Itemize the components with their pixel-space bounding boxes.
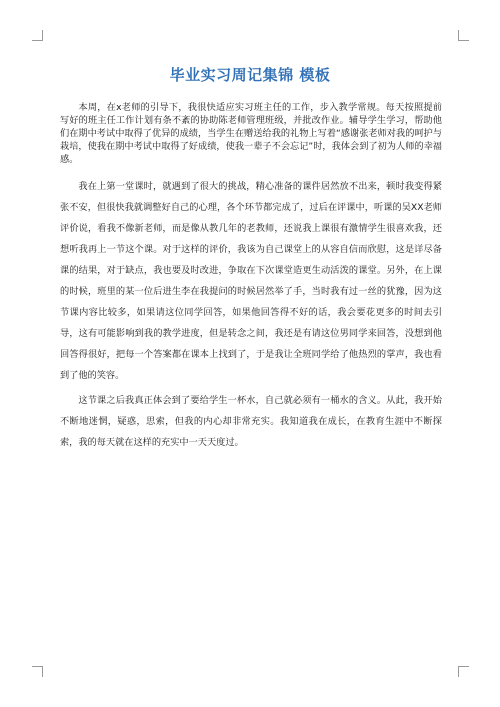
document-body	[60, 101, 442, 457]
paragraph-1: 本周，在x老师的引导下，我很快适应实习班主任的工作，步入教学常规。每天按照提前写好的班主任工作计划有条不紊的协助陈老师管理班级，并批改作业。辅导学生学习，帮助他们在期中考试中取得了优异的成绩，当学生在赠送给我的礼物上写着“感谢张老师对我的呵护与栽培，使我在期中考试中取得了好成绩，使我一辈子不会忘记”时，我体会到了初为人师的幸福感。	[60, 102, 442, 165]
paragraph-2: 我在上第一堂课时，就遇到了很大的挑战，精心准备的课件居然放不出来，顿时我变得紧张不安，但很快我就调整好自己的心理，各个环节都完成了，过后在评课中，听课的吴XX老师评价说，看我不像新老师，而是像从教几年的老教师，还说我上课很有激情学生很喜欢我，还想听我再上一节这个课。对于这样的评价，我该为自己课堂上的从容自信而欣慰，这是详尽备课的结果，对于缺点，我也要及时改进，争取在下次课堂造更生动活泼的课堂。另外，在上课的时候，班里的某一位后进生李在我提问的时候居然举了手，当时我有过一丝的犹豫，因为这节课内容比较多，如果请这位同学回答，如果他回答得不好的话，我会要花更多的时间去引导，这有可能影响到我的教学进度，但是转念之间，我还是有请这位男同学来回答，没想到他回答得很好，把每一个答案都在课本上找到了，于是我让全班同学给了他热烈的掌声，我也看到了他的笑容。	[60, 181, 442, 381]
crop-mark-top-left	[32, 30, 43, 41]
paragraph-3: 这节课之后我真正体会到了要给学生一杯水，自己就必须有一桶水的含义。从此，我开始不断地迷惘，疑惑，思索，但我的内心却非常充实。我知道我在成长，在教育生涯中不断探索，我的每天就在这样的充实中一天天度过。	[60, 395, 442, 448]
crop-mark-bottom-right	[458, 666, 469, 677]
crop-mark-top-right	[458, 30, 469, 41]
document-title: 毕业实习周记集锦 模板	[169, 66, 331, 84]
crop-mark-bottom-left	[32, 666, 43, 677]
